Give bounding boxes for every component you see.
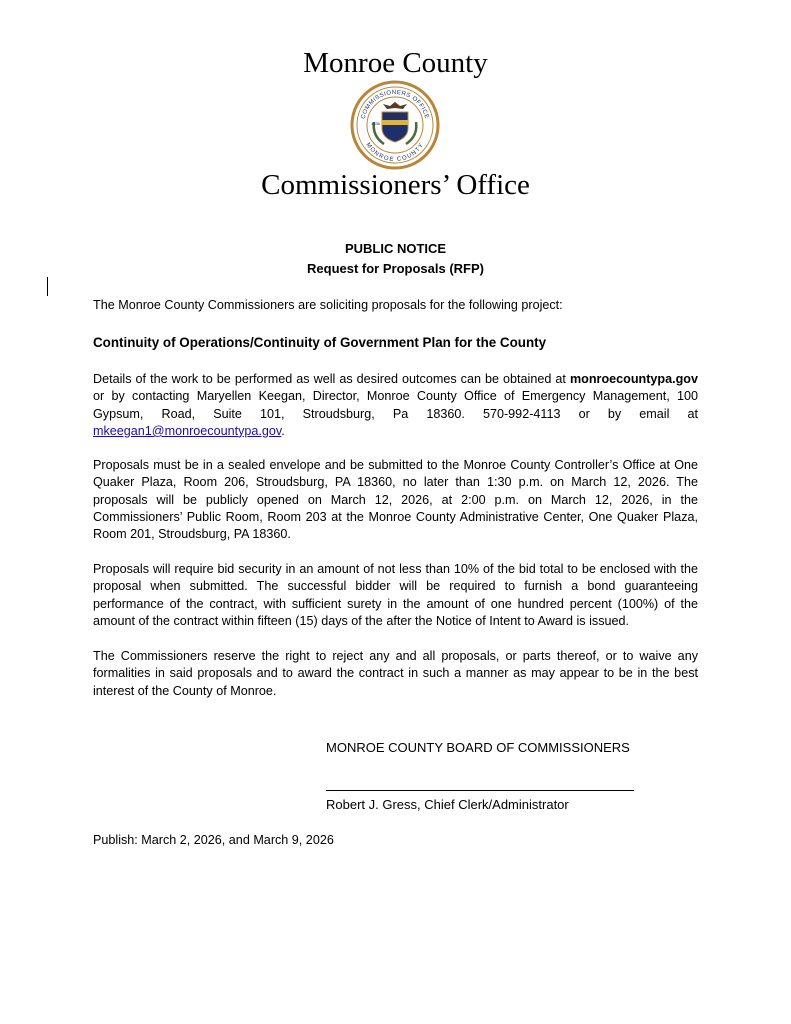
details-text-middle: or by contacting Maryellen Keegan, Director, Monroe County Office of Emergency Management, 100 Gypsum, Road, Suite 101, Stroudsburg, Pa 18360. 570-992-4113 or by email at	[93, 389, 698, 421]
signature-line	[326, 790, 634, 791]
details-text-end: .	[281, 423, 285, 438]
clerk-name: Robert J. Gress, Chief Clerk/Administrator	[326, 797, 569, 812]
county-seal-icon	[350, 80, 440, 170]
rfp-heading: Request for Proposals (RFP)	[307, 261, 484, 276]
board-name: MONROE COUNTY BOARD OF COMMISSIONERS	[326, 740, 630, 755]
email-link[interactable]: mkeegan1@monroecountypa.gov	[93, 423, 282, 438]
submission-paragraph: Proposals must be in a sealed envelope and be submitted to the Monroe County Controller’s Office at One Quaker Plaza, Room 206, Stroudsburg, PA 18360, no later than 1:30 p.m. on March 12, 2026. The proposals will be publicly opened on March 12, 2026, at 2:00 p.m. on March 12, 2026, in the Commissioners’ Public Room, Room 203 at the Monroe County Administrative Center, One Quaker Plaza, Room 201, Stroudsburg, PA 18360.	[93, 458, 698, 542]
bid-security-paragraph: Proposals will require bid security in an amount of not less than 10% of the bid total to be enclosed with the proposal when submitted. The successful bidder will be required to furnish a bond guaranteeing performance of the contract, with sufficient surety in the amount of one hundred percent (100%) of the amount of the contract within fifteen (15) days of the after the Notice of Intent to Award is issued.	[93, 562, 698, 628]
county-title: Monroe County	[303, 47, 488, 79]
project-title: Continuity of Operations/Continuity of Government Plan for the County	[93, 335, 547, 350]
seal-bottom-text: MONROE COUNTY	[364, 141, 426, 164]
office-title: Commissioners’ Office	[261, 169, 530, 201]
public-notice-heading: PUBLIC NOTICE	[344, 241, 447, 256]
reservation-paragraph: The Commissioners reserve the right to reject any and all proposals, or parts thereof, or to waive any formalities in said proposals and to award the contract in such a manner as may appear to be in the best interest of the County of Monroe.	[93, 649, 698, 698]
details-text-start: Details of the work to be performed as well as desired outcomes can be obtained at	[93, 372, 570, 386]
seal-year: 1836	[371, 121, 380, 126]
details-paragraph	[93, 371, 698, 440]
website-text: monroecountypa.gov	[569, 372, 698, 386]
text-cursor	[47, 277, 48, 296]
publish-dates: Publish: March 2, 2026, and March 9, 2026	[93, 833, 334, 847]
seal-top-text: COMMISSIONERS OFFICE	[360, 89, 430, 120]
intro-paragraph: The Monroe County Commissioners are soliciting proposals for the following project:	[93, 298, 563, 312]
